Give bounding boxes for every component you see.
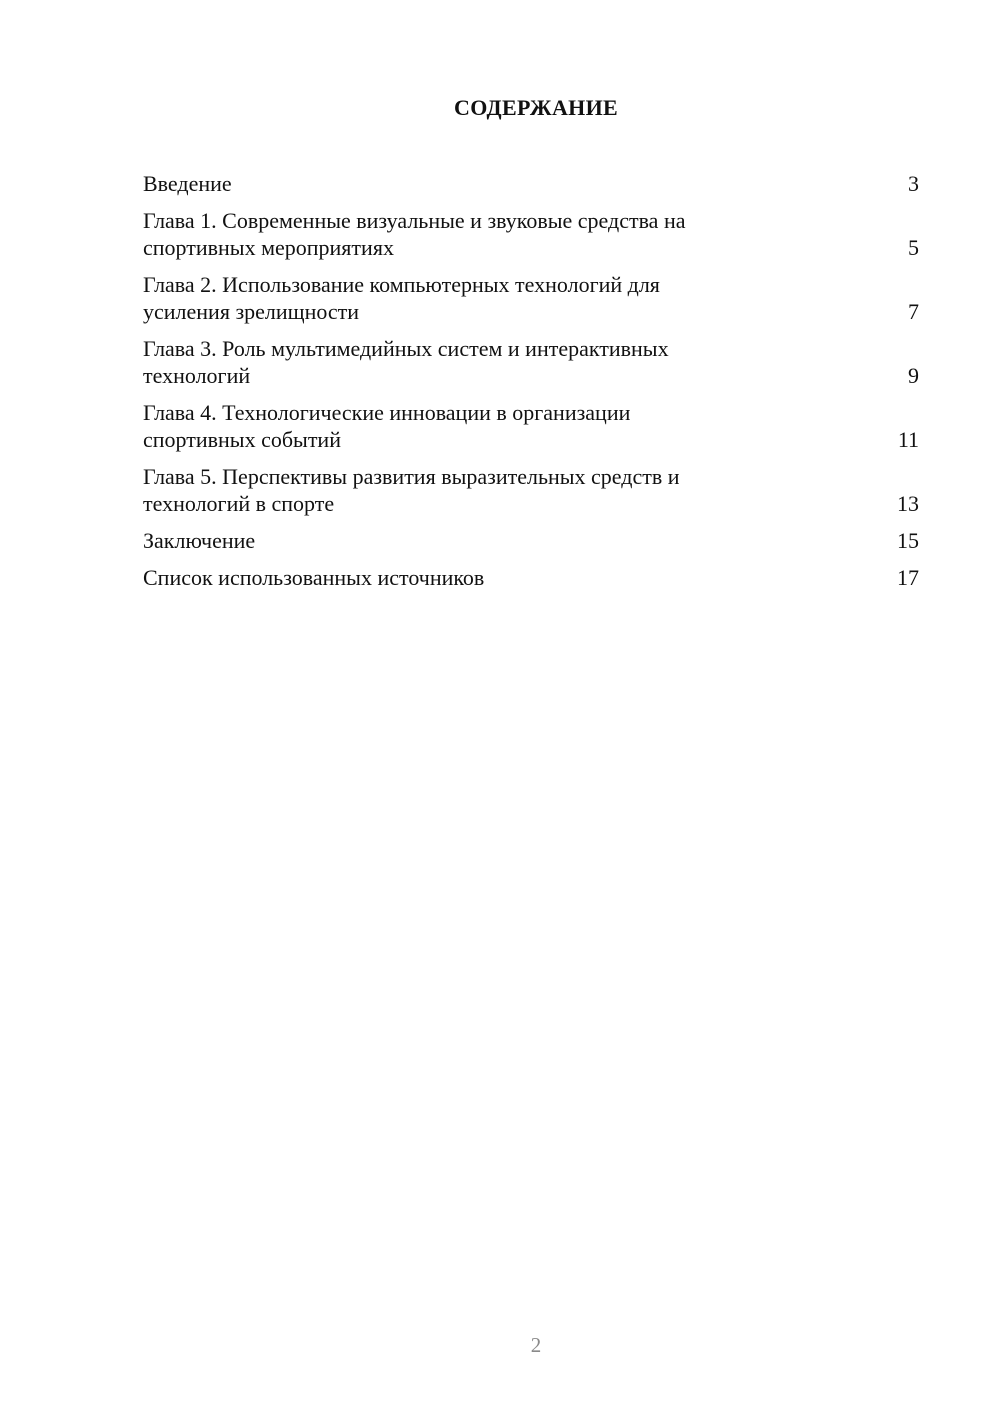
toc-entry-text [143, 170, 232, 197]
toc-entry-line: Заключение [143, 528, 256, 553]
toc-page-number: 11 [897, 427, 919, 452]
toc-entry-introduction[interactable] [143, 170, 919, 197]
toc-entry-text [143, 399, 630, 453]
toc-page-number: 3 [908, 171, 919, 196]
toc-page-number: 15 [897, 528, 919, 553]
page-title: СОДЕРЖАНИЕ [454, 95, 618, 120]
toc-entry-chapter-2[interactable] [143, 271, 919, 325]
toc-entry-line: Введение [143, 171, 232, 196]
toc-entry-line: Глава 5. Перспективы развития выразительных средств и [143, 464, 680, 489]
toc-entry-text [143, 463, 680, 517]
toc-entry-line: технологий в спорте [143, 491, 335, 516]
toc-entry-line: Глава 3. Роль мультимедийных систем и интерактивных [143, 336, 669, 361]
toc-entry-text [143, 207, 685, 261]
toc-entry-conclusion[interactable] [143, 527, 919, 554]
toc-page-number: 17 [897, 565, 919, 590]
table-of-contents [143, 170, 919, 601]
toc-page-number: 13 [897, 491, 919, 516]
toc-entry-text [143, 335, 669, 389]
toc-entry-line: спортивных мероприятиях [143, 235, 394, 260]
toc-page-number: 5 [908, 235, 919, 260]
toc-entry-line: Список использованных источников [143, 565, 485, 590]
toc-entry-line: спортивных событий [143, 427, 341, 452]
toc-page-number: 7 [908, 299, 919, 324]
toc-entry-text [143, 564, 484, 591]
toc-entry-chapter-1[interactable] [143, 207, 919, 261]
page-number: 2 [530, 1333, 542, 1357]
toc-entry-references[interactable] [143, 564, 919, 591]
toc-entry-line: усиления зрелищности [143, 299, 360, 324]
toc-entry-text [143, 527, 255, 554]
toc-entry-chapter-3[interactable] [143, 335, 919, 389]
toc-entry-chapter-4[interactable] [143, 399, 919, 453]
toc-entry-line: Глава 1. Современные визуальные и звуковые средства на [143, 208, 686, 233]
toc-entry-line: Глава 2. Использование компьютерных технологий для [143, 272, 660, 297]
toc-entry-chapter-5[interactable] [143, 463, 919, 517]
toc-page-number: 9 [908, 363, 919, 388]
toc-entry-line: технологий [143, 363, 251, 388]
toc-entry-text [143, 271, 660, 325]
toc-entry-line: Глава 4. Технологические инновации в организации [143, 400, 631, 425]
